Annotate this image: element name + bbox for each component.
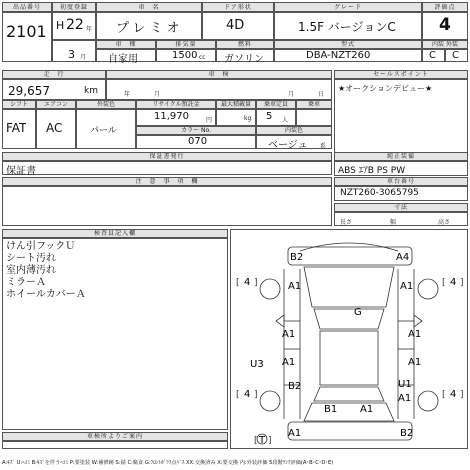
damage-mark: 4 — [244, 277, 251, 288]
car-diagram — [230, 229, 468, 449]
damage-mark: U1 — [398, 379, 412, 390]
interior-grade: C — [429, 50, 436, 61]
riding-header: 乗車 — [296, 100, 332, 109]
car-outline — [257, 243, 438, 444]
inspection-item: シート汚れ — [6, 253, 56, 264]
size-header: 寸法 — [334, 203, 468, 212]
damage-mark: 4 — [450, 277, 457, 288]
month: 3 — [68, 48, 75, 61]
damage-mark: B2 — [290, 252, 304, 263]
shaken-header: 車 検 — [106, 70, 332, 79]
shaken-cell — [106, 79, 332, 100]
damage-mark: A1 — [288, 428, 302, 439]
inspection-item: ミラーＡ — [6, 277, 46, 288]
bracket: ] — [254, 390, 258, 400]
inspection-list — [6, 241, 86, 301]
era: H — [56, 19, 65, 32]
use: 自家用 — [108, 54, 138, 65]
yen-unit: 円 — [206, 117, 213, 124]
notes-cell — [2, 186, 332, 226]
kg-unit: kg — [244, 115, 252, 122]
shaken-month-unit: 月 — [154, 91, 161, 98]
inspection-header: 検査員記入欄 — [2, 229, 228, 238]
color-no: 070 — [188, 136, 208, 147]
damage-mark: U3 — [250, 359, 264, 370]
damage-mark: A1 — [288, 281, 302, 292]
bracket: [ — [442, 278, 446, 288]
lot-no: 2101 — [6, 22, 47, 41]
warranty-cell — [2, 161, 332, 175]
interior-color-header: 内装色 — [256, 126, 332, 135]
legend: A:ｷｽﾞ U:ﾍｺﾐ B:ｷｽﾞを伴うﾍｺﾐ P:要塗装 W:補修跡 S:錆 C:腐食 G:ﾌﾛﾝﾄｶﾞﾗｽ点ﾊﾞｽ XX:交換済み X:要交換 内:外装評価 5段階ﾗﾝｸ評価(A･B･C･D･E) — [2, 460, 334, 466]
damage-mark: B2 — [400, 428, 414, 439]
damage-mark: A1 — [408, 357, 422, 368]
grade-header: グレード — [274, 2, 422, 12]
chassis-header: 車台番号 — [334, 177, 468, 186]
year: 22 — [66, 17, 84, 33]
option-header: 純正装備 — [334, 152, 468, 161]
month-unit: 月 — [80, 54, 87, 61]
size-length-label: 長さ — [340, 219, 353, 226]
damage-mark: B1 — [324, 404, 338, 415]
shaken-month-unit-2: 月 — [288, 91, 295, 98]
load-header: 最大積載量 — [216, 100, 256, 109]
people-unit: 人 — [282, 117, 289, 124]
km-unit: km — [84, 86, 98, 96]
shaken-year-unit: 年 — [124, 91, 131, 98]
damage-mark: A4 — [396, 252, 410, 263]
year-unit: 年 — [86, 26, 93, 33]
shift-header: シフト — [2, 100, 36, 109]
first-reg-header: 初度登録 — [52, 2, 96, 12]
bracket: [ — [236, 278, 240, 288]
use-header: 車 種 — [96, 40, 156, 49]
bracket: [ — [236, 390, 240, 400]
fuel-header: 燃料 — [216, 40, 274, 49]
damage-mark: A1 — [282, 357, 296, 368]
bracket: ] — [460, 278, 464, 288]
damage-mark: 4 — [244, 389, 251, 400]
bracket: ] — [268, 436, 272, 446]
car-name-header: 車 名 — [96, 2, 202, 12]
dealer-cell — [2, 441, 228, 449]
ac: AC — [46, 121, 63, 135]
warranty-header: 保証書発行 — [2, 152, 332, 161]
mileage: 29,657 — [8, 84, 50, 98]
damage-mark: A1 — [360, 404, 374, 415]
mileage-header: 走 行 — [2, 70, 106, 79]
damage-mark: G — [354, 307, 362, 318]
body-color: パール — [90, 126, 117, 136]
recycle: 11,970 — [154, 111, 189, 122]
recycle-header: リサイクル預託金 — [136, 100, 216, 109]
kei-unit: 系 — [320, 143, 327, 150]
capacity: 5 — [266, 111, 273, 122]
sales-header: セールスポイント — [334, 70, 468, 79]
sub-grade-header: 内装 外装 — [422, 40, 468, 49]
bracket: [ — [254, 436, 258, 446]
score-header: 評価点 — [422, 2, 468, 12]
doors: 4D — [226, 18, 245, 33]
displacement-header: 排気量 — [156, 40, 216, 49]
damage-mark: T — [259, 435, 266, 446]
capacity-cell — [256, 109, 296, 126]
damage-mark: A1 — [398, 393, 412, 404]
warranty: 保証書 — [6, 166, 36, 177]
dealer-header: 車検所よりご案内 — [2, 432, 228, 441]
doors-header: ドア形状 — [202, 2, 274, 12]
lot-no-header: 出品番号 — [2, 2, 52, 12]
notes-header: 注 意 事 項 欄 — [2, 177, 332, 186]
score: 4 — [439, 15, 451, 35]
inspection-item: けん引フックＵ — [6, 241, 76, 252]
chassis-no: NZT260-3065795 — [340, 188, 419, 198]
inspection-item: 室内薄汚れ — [6, 265, 56, 276]
damage-mark: A1 — [282, 329, 296, 340]
ac-header: エアコン — [36, 100, 76, 109]
model: DBA-NZT260 — [306, 50, 371, 61]
cc-unit: cc — [199, 54, 206, 61]
shaken-day-unit: 日 — [318, 91, 325, 98]
sales-point: ★オークションデビュー★ — [338, 84, 433, 93]
option: ABS ｴｱB PS PW — [338, 166, 406, 176]
exterior-grade: C — [452, 50, 459, 61]
bracket: [ — [442, 390, 446, 400]
damage-mark: 4 — [450, 389, 457, 400]
bracket: ] — [460, 390, 464, 400]
damage-mark: A1 — [400, 281, 414, 292]
damage-mark: A1 — [408, 329, 422, 340]
color-no-header: カラー No. — [136, 126, 256, 135]
inspection-item: ホイールカバーＡ — [6, 289, 86, 300]
size-width-label: 幅 — [390, 219, 397, 226]
displacement: 1500 — [172, 50, 198, 61]
model-header: 型式 — [274, 40, 422, 49]
riding-cell — [296, 109, 332, 126]
grade: 1.5F バージョンC — [298, 20, 396, 34]
capacity-header: 乗車定員 — [256, 100, 296, 109]
interior-color: ベージュ — [268, 140, 308, 151]
size-height-label: 高さ — [438, 219, 451, 226]
bracket: ] — [254, 278, 258, 288]
shift: FAT — [6, 121, 27, 135]
fuel: ガソリン — [224, 54, 264, 65]
damage-mark: B2 — [288, 381, 302, 392]
car-name: プレミオ — [116, 21, 184, 36]
body-color-header: 外装色 — [76, 100, 136, 109]
